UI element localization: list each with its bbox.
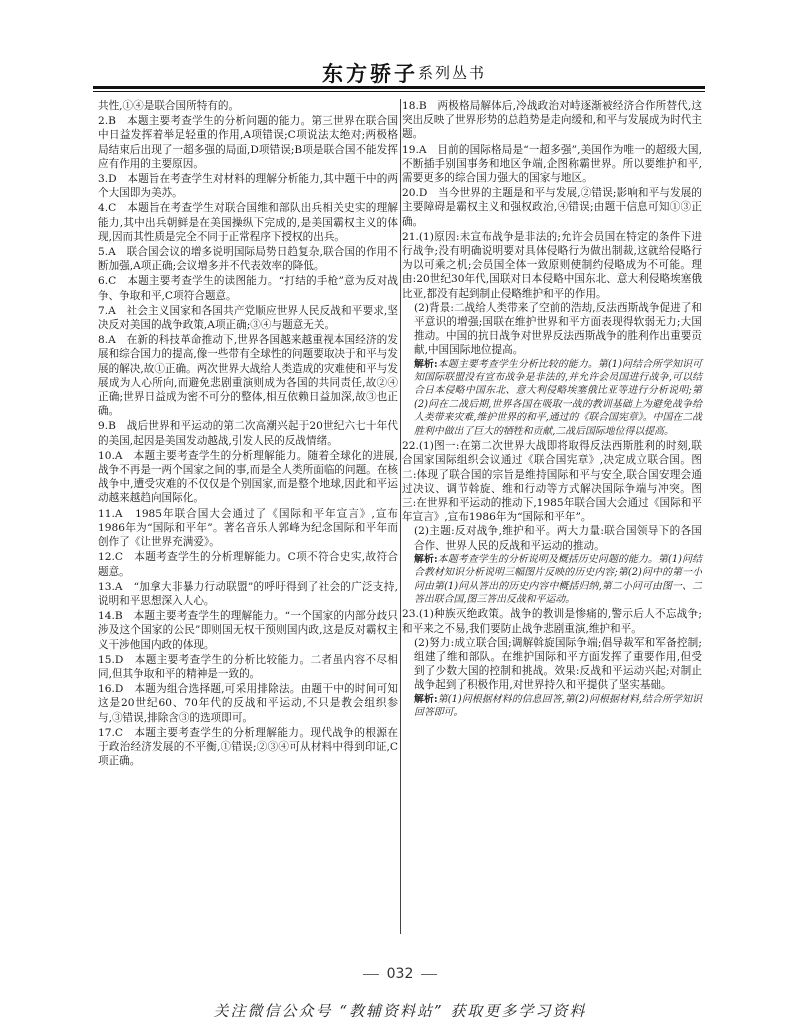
- page-number: 032: [0, 966, 800, 982]
- q23-analysis: 解析:第(1)问根据材料的信息回答,第(2)问根据材料,结合所学知识回答即可。: [414, 693, 702, 718]
- answer-entry: 18.B 两极格局解体后,冷战政治对峙逐渐被经济合作所替代,这突出反映了世界形势的总趋势是走向缓和,和平与发展成为时代主题。: [402, 100, 702, 141]
- q22-part2: (2)主题:反对战争,维护和平。两大力量:联合国领导下的各国合作、世界人民的反战和平运动的推动。: [414, 525, 702, 552]
- answer-entry: 9.B 战后世界和平运动的第二次高潮兴起于20世纪六七十年代的美国,起因是美国发动越战,引发人民的反战情绪。: [98, 420, 398, 447]
- answer-entry: 3.D 本题旨在考查学生对材料的理解分析能力,其中题干中的两个大国即为美苏。: [98, 173, 398, 200]
- question-22: 22.(1)图一:在第二次世界大战即将取得反法西斯胜利的时刻,联合国家国际组织会议通过《联合国宪章》,决定成立联合国。图二:体现了联合国的宗旨是维持国际和平与安全,联合国安理会通过决议、调节斡旋、维和行动等方式解决国际争端与冲突。图三:在世界和平运动的推动下,1985年联合国大会通过《国际和平年宣言》,宣布1986年为“国际和平年”。 (2)主题:反对战争,维护和平。两大力量:联合国领导下的各国合作、世界人民的反战和平运动的推动。 解析:本题考查学生的分析说明及概括历史问题的能力。第(1)问结合教材知识分析说明三幅图片反映的历史内容;第(2)问中的第一小问由第(1)问从答出的历史内容中概括归纳,第二小问可由图一、二答出联合国,图三答出反战和平运动。: [402, 440, 702, 605]
- q23-part2: (2)努力:成立联合国;调解斡旋国际争端;倡导裁军和军备控制;组建了维和部队。在维护国际和平方面发挥了重要作用,但受到了少数大国的控制和挑战。效果:反战和平运动兴起;对制止战争起到了积极作用,对世界持久和平提供了坚实基础。: [414, 636, 702, 692]
- brand-title: 东方骄子: [322, 62, 418, 86]
- answer-entry: 5.A 联合国会议的增多说明国际局势日趋复杂,联合国的作用不断加强,A项正确;会议增多并不代表效率的降低。: [98, 246, 398, 273]
- answer-entry: 19.A 目前的国际格局是“一超多强”,美国作为唯一的超级大国,不断插手别国事务和地区争端,企图称霸世界。所以要维护和平,需要更多的综合国力强大的国家与地区。: [402, 143, 702, 185]
- answer-entry: 共性,①④是联合国所特有的。: [98, 100, 240, 112]
- answer-entry: 4.C 本题旨在考查学生对联合国维和部队出兵相关史实的理解能力,其中出兵朝鲜是在美国操纵下完成的,是美国霸权主义的体现,因而其性质是完全不同于正常程序下授权的出兵。: [98, 202, 398, 243]
- q21-part2: (2)背景:二战给人类带来了空前的浩劫,反法西斯战争促进了和平意识的增强;国联在维护世界和平方面表现得软弱无力;大国推动。中国的抗日战争对世界反法西斯战争的胜利作出重要贡献,中国国际地位提高。: [414, 301, 702, 357]
- question-21: 21.(1)原因:未宣布战争是非法的;允许会员国在特定的条件下进行战争;没有明确说明要对具体侵略行为做出制裁,这就给侵略行为以可乘之机;会员国全体一致原则使制约侵略成为不可能。理由:20世纪30年代,国联对日本侵略中国东北、意大利侵略埃塞俄比亚,都没有起到制止侵略维护和平的作用。 (2)背景:二战给人类带来了空前的浩劫,反法西斯战争促进了和平意识的增强;国联在维护世界和平方面表现得软弱无力;大国推动。中国的抗日战争对世界反法西斯战争的胜利作出重要贡献,中国国际地位提高。 解析:本题主要考查学生分析比较的能力。第(1)问结合所学知识可知国际联盟没有宣布战争是非法的,并允许会员国进行战争,可以结合日本侵略中国东北、意大利侵略埃塞俄比亚等进行分析说明;第(2)问在二战后期,世界各国在吸取一战的教训基础上为避免战争给人类带来灾难,维护世界的和平,通过的《联合国宪章》。中国在二战胜利中做出了巨大的牺牲和贡献,二战后国际地位得以提高。: [402, 230, 702, 437]
- answer-entry: 17.C 本题主要考查学生的分析理解能力。现代战争的根源在于政治经济发展的不平衡,①错误;②③④可从材料中得到印证,C项正确。: [98, 726, 398, 768]
- answer-entry: 12.C 本题考查学生的分析理解能力。C项不符合史实,故符合题意。: [98, 551, 398, 578]
- answer-entry: 13.A “加拿大非暴力行动联盟”的呼吁得到了社会的广泛支持,说明和平思想深入人心。: [98, 580, 398, 607]
- q22-analysis: 解析:本题考查学生的分析说明及概括历史问题的能力。第(1)问结合教材知识分析说明三幅图片反映的历史内容;第(2)问中的第一小问由第(1)问从答出的历史内容中概括归纳,第二小问可由图一、二答出联合国,图三答出反战和平运动。: [414, 553, 702, 605]
- answer-entry: 6.C 本题主要考查学生的读图能力。“打结的手枪”意为反对战争、争取和平,C项符合题意。: [98, 275, 398, 302]
- header-rule-thick: [93, 86, 705, 89]
- answer-entry: 16.D 本题为组合选择题,可采用排除法。由题干中的时间可知这是20世纪60、70年代的反战和平运动,不只是教会组织参与,③错误,排除含③的选项即可。: [98, 683, 398, 724]
- header-rule-thin: [93, 91, 705, 92]
- answer-entry: 14.B 本题主要考查学生的理解能力。“一个国家的内部分歧只涉及这个国家的公民”即则国无权干预则国内政,这是反对霸权主义干涉他国内政的体现。: [98, 610, 398, 651]
- answer-entry: 20.D 当今世界的主题是和平与发展,②错误;影响和平与发展的主要障碍是霸权主义和强权政治,④错误;由题干信息可知①③正确。: [402, 187, 702, 228]
- answer-entry: 8.A 在新的科技革命推动下,世界各国越来越重视本国经济的发展和综合国力的提高,像一些带有全球性的问题要取决于和平与发展的解决,故①正确。两次世界大战给人类造成的灾难使和平与发展成为人心所向,而避免悲剧重演则成为各国的共同责任,故②④正确;世界日益成为密不可分的整体,相互依赖日益加深,故③也正确。: [98, 334, 398, 418]
- answer-entry: 7.A 社会主义国家和各国共产党顺应世界人民反战和平要求,坚决反对美国的战争政策,A项正确;③④与题意无关。: [98, 304, 398, 332]
- series-title: 系列丛书: [418, 64, 487, 82]
- answer-entry: 2.B 本题主要考查学生的分析问题的能力。第三世界在联合国中日益发挥着举足轻重的作用,A项错误;C项说法太绝对;两极格局结束后出现了一超多强的局面,D项错误;B项是联合国不能发挥应有作用的主要原因。: [98, 115, 398, 170]
- answer-entry: 10.A 本题主要考查学生的分析理解能力。随着全球化的进展,战争不再是一两个国家之间的事,而是全人类所面临的问题。在核战争中,遭受灾难的不仅仅是个别国家,而是整个地球,因此和平运动越来越趋向国际化。: [98, 449, 398, 505]
- answer-entry: 15.D 本题主要考查学生的分析比较能力。二者虽内容不尽相同,但其争取和平的精神是一致的。: [98, 653, 398, 680]
- column-divider: [400, 99, 401, 934]
- left-column: [98, 99, 398, 769]
- footer-note: 关注微信公众号 “教辅资料站” 获取更多学习资料: [213, 1002, 587, 1020]
- right-column: [402, 99, 702, 720]
- q21-analysis: 解析:本题主要考查学生分析比较的能力。第(1)问结合所学知识可知国际联盟没有宣布战争是非法的,并允许会员国进行战争,可以结合日本侵略中国东北、意大利侵略埃塞俄比亚等进行分析说明;第(2)问在二战后期,世界各国在吸取一战的教训基础上为避免战争给人类带来灾难,维护世界的和平,通过的《联合国宪章》。中国在二战胜利中做出了巨大的牺牲和贡献,二战后国际地位得以提高。: [414, 358, 702, 437]
- answer-entry: 11.A 1985年联合国大会通过了《国际和平年宣言》,宣布1986年为“国际和平年”。著名音乐人郭峰为纪念国际和平年而创作了《让世界充满爱》。: [98, 507, 398, 549]
- page-header: [0, 50, 800, 90]
- question-23: 23.(1)种族灭绝政策。战争的教训是惨痛的,警示后人不忘战争;和平来之不易,我们要防止战争悲剧重演,维护和平。 (2)努力:成立联合国;调解斡旋国际争端;倡导裁军和军备控制;组建了维和部队。在维护国际和平方面发挥了重要作用,但受到了少数大国的控制和挑战。效果:反战和平运动兴起;对制止战争起到了积极作用,对世界持久和平提供了坚实基础。 解析:第(1)问根据材料的信息回答,第(2)问根据材料,结合所学知识回答即可。: [402, 608, 702, 718]
